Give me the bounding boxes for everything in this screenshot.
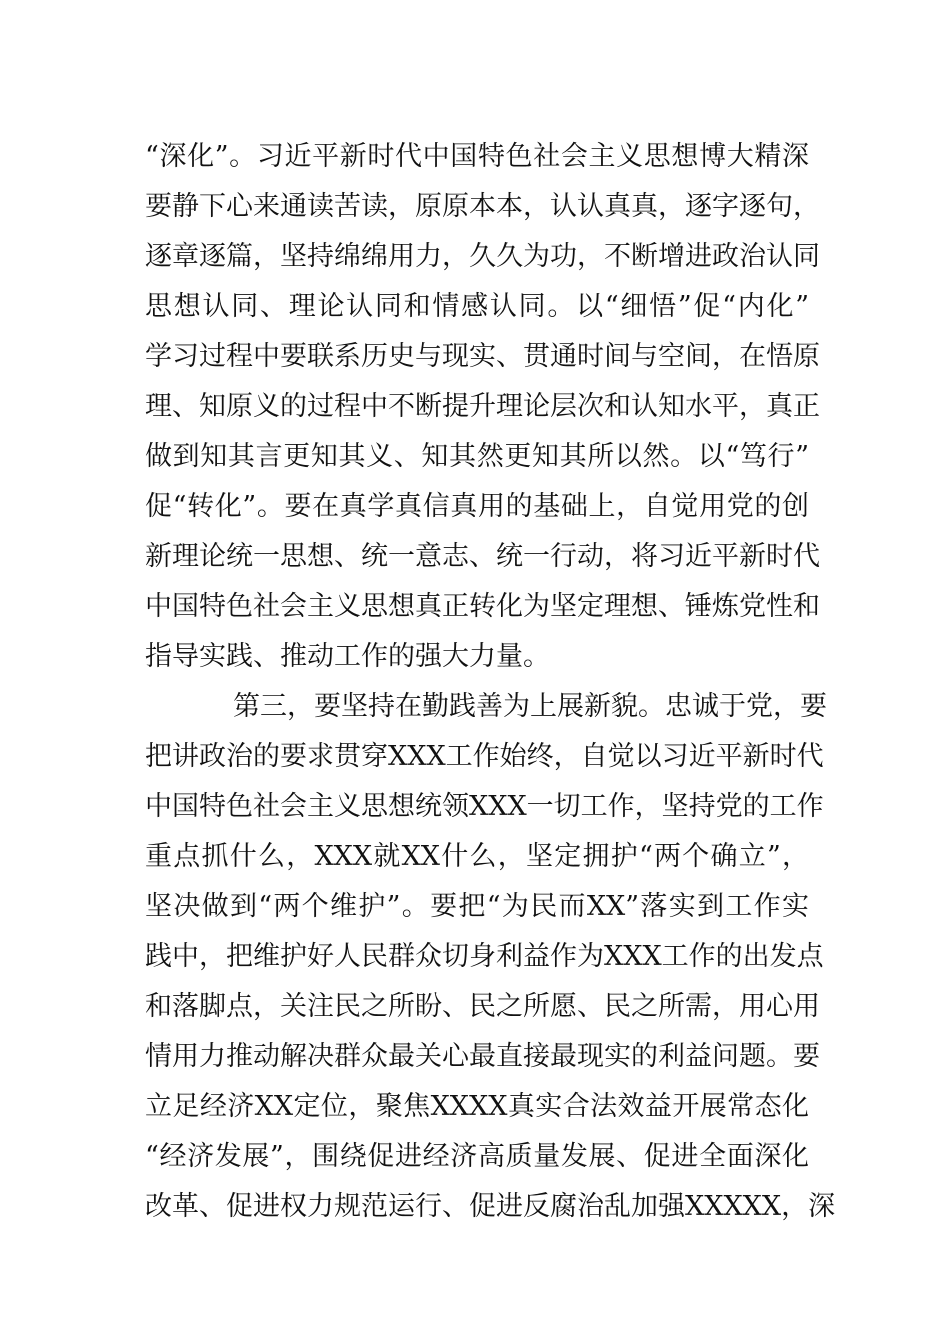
text-line: 坚决做到“两个维护”。要把“为民而XX”落实到工作实	[145, 891, 809, 922]
text-line: 指导实践、推动工作的强大力量。	[145, 641, 550, 672]
text-line: 立足经济XX定位，聚焦XXXX真实合法效益开展常态化	[145, 1091, 809, 1122]
text-line: 重点抓什么，XXX就XX什么，坚定拥护“两个确立”，	[145, 841, 809, 872]
text-line: “深化”。习近平新时代中国特色社会主义思想博大精深	[145, 141, 809, 172]
text-line: 和落脚点，关注民之所盼、民之所愿、民之所需，用心用	[145, 991, 820, 1022]
text-line: 中国特色社会主义思想统领XXX一切工作，坚持党的工作	[145, 791, 824, 822]
text-line: 促“转化”。要在真学真信真用的基础上，自觉用党的创	[145, 491, 809, 522]
text-line: 把讲政治的要求贯穿XXX工作始终，自觉以习近平新时代	[145, 741, 824, 772]
text-line: 学习过程中要联系历史与现实、贯通时间与空间，在悟原	[145, 341, 820, 372]
text-line: 逐章逐篇，坚持绵绵用力，久久为功，不断增进政治认同	[145, 241, 820, 272]
text-line: 践中，把维护好人民群众切身利益作为XXX工作的出发点	[145, 941, 824, 972]
text-line: “经济发展”，围绕促进经济高质量发展、促进全面深化	[145, 1141, 809, 1172]
text-line: 做到知其言更知其义、知其然更知其所以然。以“笃行”	[145, 441, 809, 472]
text-line: 改革、促进权力规范运行、促进反腐治乱加强XXXXX，深	[145, 1191, 836, 1222]
text-line: 情用力推动解决群众最关心最直接最现实的利益问题。要	[145, 1041, 820, 1072]
text-line: 第三，要坚持在勤践善为上展新貌。忠诚于党，要	[233, 691, 827, 722]
text-line: 中国特色社会主义思想真正转化为坚定理想、锤炼党性和	[145, 591, 820, 622]
text-line: 要静下心来通读苦读，原原本本，认认真真，逐字逐句，	[145, 191, 820, 222]
text-line: 理、知原义的过程中不断提升理论层次和认知水平，真正	[145, 391, 820, 422]
text-line: 思想认同、理论认同和情感认同。以“细悟”促“内化”	[145, 291, 809, 322]
text-line: 新理论统一思想、统一意志、统一行动，将习近平新时代	[145, 541, 820, 572]
